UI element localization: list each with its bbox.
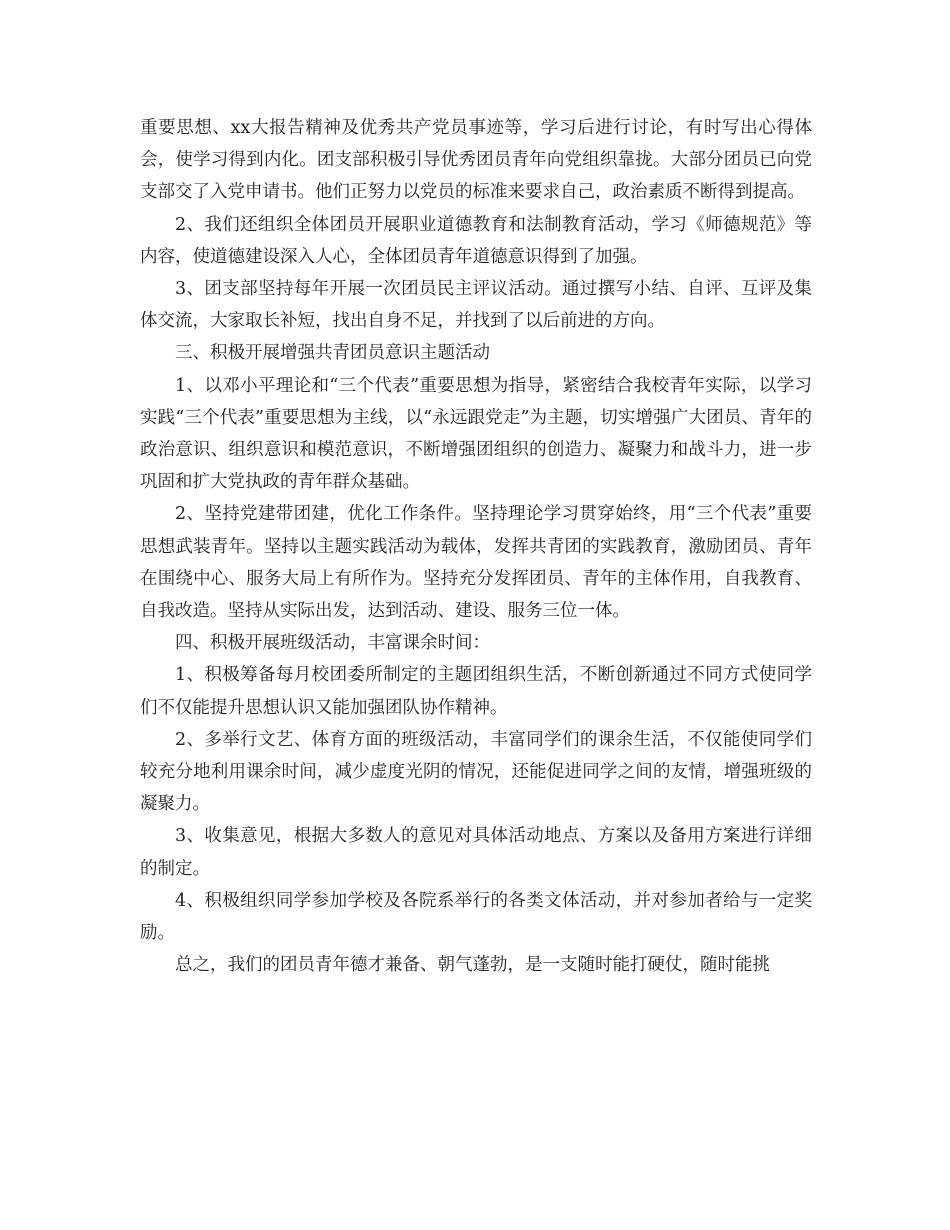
paragraph-democratic-review: 3、团支部坚持每年开展一次团员民主评议活动。通过撰写小结、自评、互评及集体交流，大家取长补短，找出自身不足，并找到了以后前进的方向。 <box>140 279 812 332</box>
section-heading-3: 三、积极开展增强共青团员意识主题活动 <box>175 343 490 364</box>
paragraph-party-building: 2、坚持党建带团建，优化工作条件。坚持理论学习贯穿始终，用“三个代表”重要思想武装青年。坚持以主题实践活动为载体，发挥共青团的实践教育，激励团员、青年在围绕中心、服务大局上有所作为。坚持充分发挥团员、青年的主体作用，自我教育、自我改造。坚持从实际出发，达到活动、建设、服务三位一体。 <box>140 504 812 622</box>
paragraph-class-activities: 2、多举行文艺、体育方面的班级活动，丰富同学们的课余生活，不仅能使同学们较充分地利用课余时间，减少虚度光阴的情况，还能促进同学之间的友情，增强班级的凝聚力。 <box>140 729 812 815</box>
paragraph-collect-opinions: 3、收集意见，根据大多数人的意见对具体活动地点、方案以及备用方案进行详细的制定。 <box>140 826 812 879</box>
paragraph-monthly-activities: 1、积极筹备每月校团委所制定的主题团组织生活，不断创新通过不同方式使同学们不仅能提升思想认识又能加强团队协作精神。 <box>140 665 812 718</box>
paragraph-ethics-education: 2、我们还组织全体团员开展职业道德教育和法制教育活动，学习《师德规范》等内容，使道德建设深入人心，全体团员青年道德意识得到了加强。 <box>140 214 812 267</box>
document-body <box>140 112 812 981</box>
paragraph-guiding-theory: 1、以邓小平理论和“三个代表”重要思想为指导，紧密结合我校青年实际，以学习实践“三个代表”重要思想为主线，以“永远跟党走”为主题，切实增强广大团员、青年的政治意识、组织意识和模范意识，不断增强团组织的创造力、凝聚力和战斗力，进一步巩固和扩大党执政的青年群众基础。 <box>140 375 812 493</box>
paragraph-conclusion: 总之，我们的团员青年德才兼备、朝气蓬勃，是一支随时能打硬仗，随时能挑 <box>175 955 770 976</box>
section-heading-4: 四、积极开展班级活动，丰富课余时间： <box>175 633 490 654</box>
paragraph-cultural-events: 4、积极组织同学参加学校及各院系举行的各类文体活动，并对参加者给与一定奖励。 <box>140 890 812 944</box>
paragraph-continuation: 重要思想、xx大报告精神及优秀共产党员事迹等，学习后进行讨论，有时写出心得体会，使学习得到内化。团支部积极引导优秀团员青年向党组织靠拢。大部分团员已向党支部交了入党申请书。他们正努力以党员的标准来要求自己，政治素质不断得到提高。 <box>140 118 812 203</box>
